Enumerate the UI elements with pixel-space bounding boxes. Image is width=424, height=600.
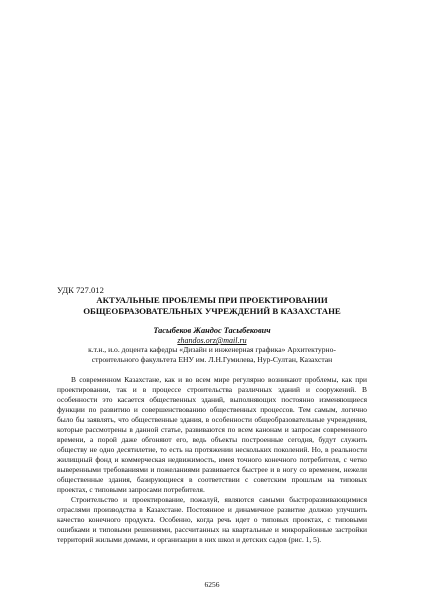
author-affiliation [0,345,424,365]
affiliation-line-1: к.т.н., и.о. доцента кафедры «Дизайн и инженерная графика» Архитектурно- [88,345,336,354]
udc-code: УДК 727.012 [57,285,104,295]
article-title [40,295,384,317]
author-name: Тасыбеков Жандос Тасыбекович [153,326,271,335]
paragraph: В современном Казахстане, как и во всем мире регулярно возникают проблемы, как при проектировании, так и в процессе строительства различных зданий и сооружений. В особенности это касается общественных зданий, выполняющих постоянно изменяющиеся функции по развитию и совершенствованию общественных процессов. Тем самым, логично было бы заявлять, что общественные здания, в особенности общеобразовательные учреждения, которые рассмотрены в данной статье, развиваются по всем канонам и запросам современного времени, а порой даже обгоняют его, ведь объекты построенные сегодня, будут служить обществу не одно десятилетие, то есть на протяжении нескольких поколений. Но, в реальности жилищный фонд и коммерческая недвижимость, имея точного конечного потребителя, с четко выверенными требованиями и пожеланиями развивается быстрее и в ногу со временем, нежели общественные здания, базирующиеся в соответствии с советским прошлым на типовых проектах, с типовыми запросами потребителя. [57,375,367,494]
paragraph: Строительство и проектирование, пожалуй, являются самыми быстроразвивающимися отраслями производства в Казахстане. Постоянное и динамичное развитие должно улучшить качество конечного продукта. Особенно, когда речь идет о типовых проектах, с типовыми ошибками и типовыми решениями, рассчитанных на квартальные и микрорайонные застройки территорий жилыми домами, и организации в них школ и детских садов (рис. 1, 5). [57,495,367,544]
article-body [57,375,367,545]
page-number: 6256 [204,580,220,589]
affiliation-line-2: строительного факультета ЕНУ им. Л.Н.Гумилева, Нур-Султан, Казахстан [91,355,333,364]
title-line-1: АКТУАЛЬНЫЕ ПРОБЛЕМЫ ПРИ ПРОЕКТИРОВАНИИ [96,295,328,305]
author-email[interactable]: zhandos.orz@mail.ru [177,336,247,345]
title-line-2: ОБЩЕОБРАЗОВАТЕЛЬНЫХ УЧРЕЖДЕНИЙ В КАЗАХСТАНЕ [83,306,341,316]
